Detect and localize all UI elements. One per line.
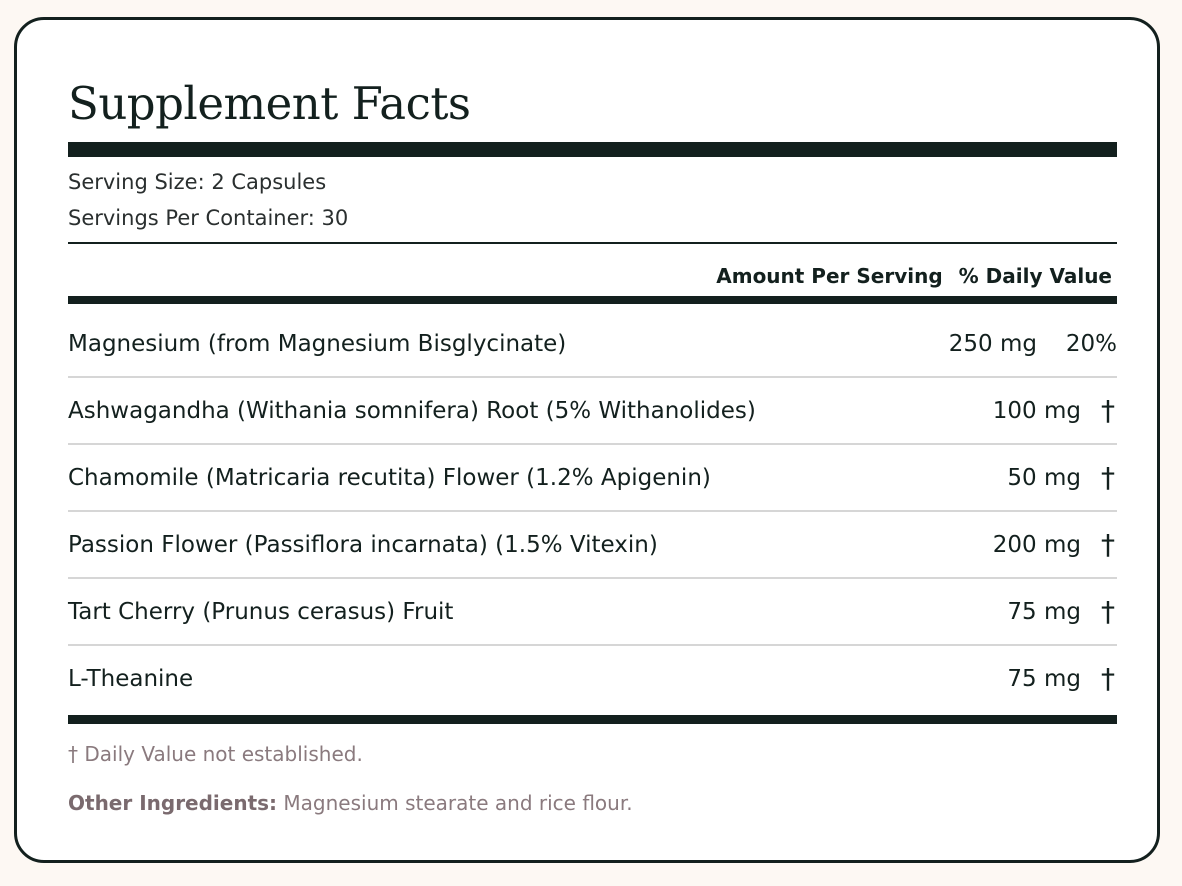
ingredient-daily-value: † — [1101, 461, 1115, 494]
ingredient-amount: 100 mg — [992, 398, 1081, 424]
daily-value-header: % Daily Value — [958, 264, 1112, 288]
servings-per-container: Servings Per Container: 30 — [68, 206, 349, 230]
ingredient-name: Chamomile (Matricaria recutita) Flower (1.2% Apigenin) — [68, 465, 711, 491]
amount-per-serving-header: Amount Per Serving — [716, 264, 943, 288]
ingredient-row — [68, 445, 1117, 512]
other-ingredients-text: Magnesium stearate and rice flour. — [283, 791, 633, 815]
header-divider — [68, 296, 1117, 304]
ingredient-daily-value: † — [1101, 394, 1115, 427]
ingredient-row — [68, 512, 1117, 579]
ingredient-name: Tart Cherry (Prunus cerasus) Fruit — [68, 599, 454, 625]
daily-value-footnote: † Daily Value not established. — [68, 742, 363, 766]
bottom-divider — [68, 715, 1117, 724]
ingredient-daily-value: † — [1101, 528, 1115, 561]
column-header — [716, 263, 1112, 289]
ingredient-amount: 50 mg — [1007, 465, 1081, 491]
ingredient-name: L-Theanine — [68, 666, 194, 692]
ingredient-list — [68, 311, 1117, 711]
ingredient-name: Magnesium (from Magnesium Bisglycinate) — [68, 331, 567, 357]
other-ingredients-label: Other Ingredients: — [68, 791, 278, 815]
other-ingredients — [68, 790, 633, 816]
ingredient-daily-value: † — [1101, 662, 1115, 695]
ingredient-row — [68, 311, 1117, 378]
ingredient-name: Ashwagandha (Withania somnifera) Root (5% Withanolides) — [68, 398, 756, 424]
ingredient-amount: 250 mg — [948, 331, 1037, 357]
supplement-facts-panel — [14, 17, 1160, 863]
page-title: Supplement Facts — [68, 77, 471, 130]
thick-divider — [68, 142, 1117, 157]
serving-size: Serving Size: 2 Capsules — [68, 170, 327, 194]
ingredient-daily-value: 20% — [1065, 331, 1117, 357]
ingredient-name: Passion Flower (Passiflora incarnata) (1.5% Vitexin) — [68, 532, 658, 558]
ingredient-row — [68, 579, 1117, 646]
thin-divider — [68, 242, 1117, 244]
ingredient-row — [68, 378, 1117, 445]
ingredient-daily-value: † — [1101, 595, 1115, 628]
ingredient-row — [68, 646, 1117, 711]
ingredient-amount: 75 mg — [1007, 599, 1081, 625]
ingredient-amount: 75 mg — [1007, 666, 1081, 692]
ingredient-amount: 200 mg — [992, 532, 1081, 558]
